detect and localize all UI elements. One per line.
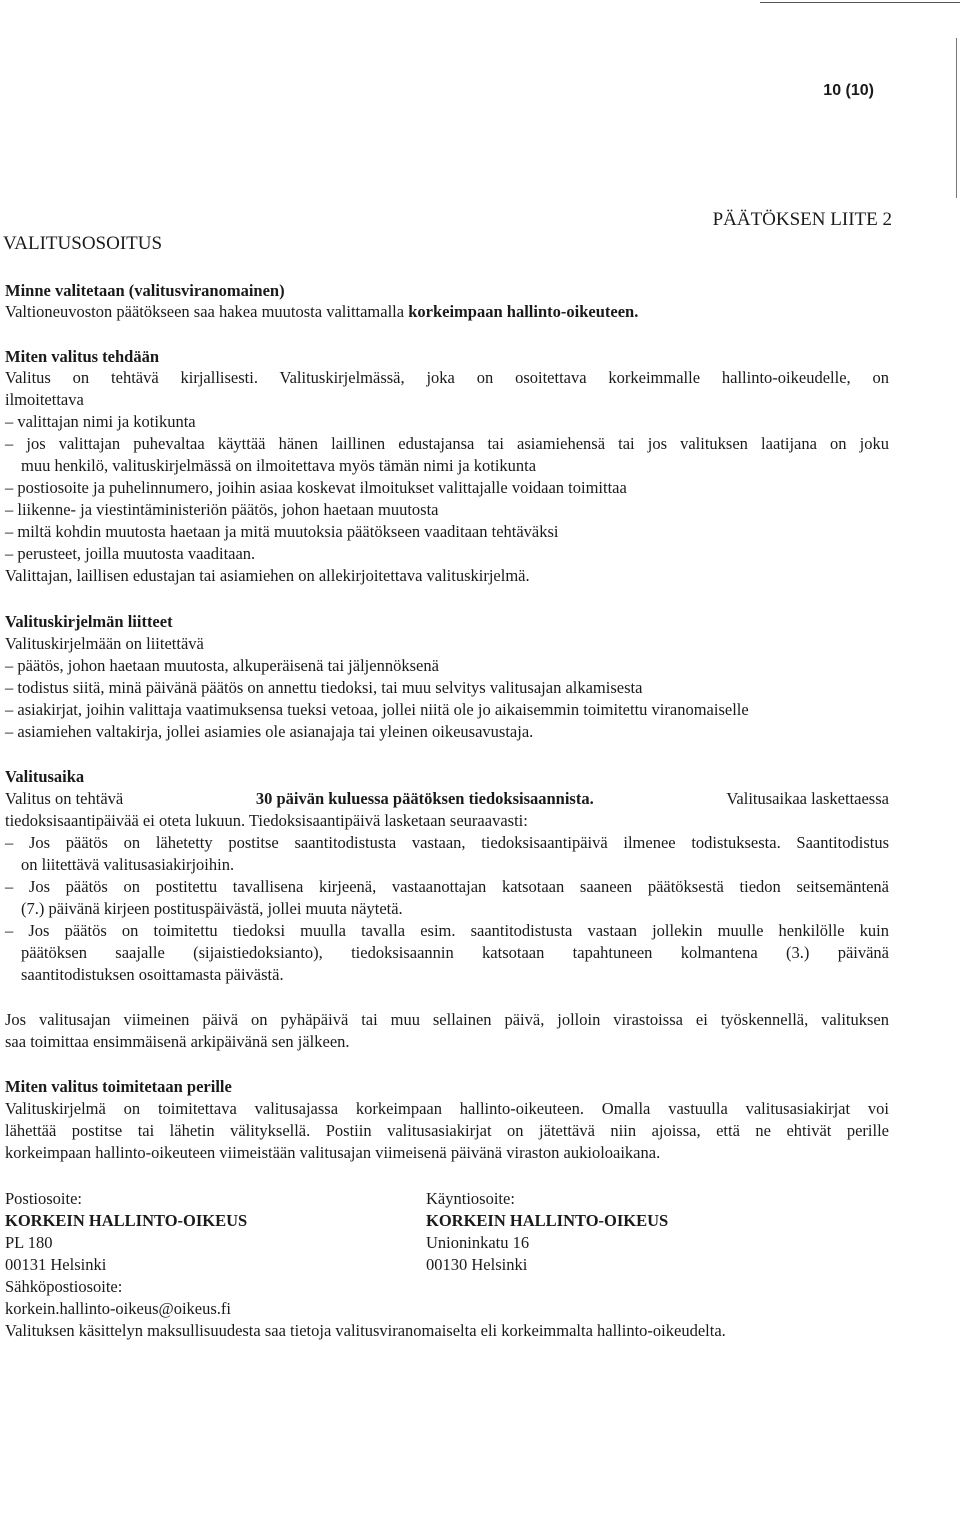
where-text-b: korkeimpaan hallinto-oikeuteen. bbox=[408, 302, 639, 321]
attachments-line-2: – päätös, johon haetaan muutosta, alkuperäisenä tai jäljennöksenä bbox=[5, 656, 439, 675]
page-number: 10 (10) bbox=[823, 82, 874, 99]
postal-box: PL 180 bbox=[5, 1233, 53, 1252]
how-line-3: – valittajan nimi ja kotikunta bbox=[5, 412, 196, 431]
postal-name: KORKEIN HALLINTO-OIKEUS bbox=[5, 1211, 248, 1230]
how-line-6: – postiosoite ja puhelinnumero, joihin asiaa koskevat ilmoitukset valittajalle voidaan toimittaa bbox=[5, 478, 627, 497]
attachments-line-5: – asiamiehen valtakirja, jollei asiamies ole asianajaja tai yleinen oikeusavustaja. bbox=[5, 722, 534, 741]
holiday-line-2: saa toimittaa ensimmäisenä arkipäivänä sen jälkeen. bbox=[5, 1032, 350, 1051]
section-title-period: Valitusaika bbox=[5, 767, 85, 786]
section-title-delivery: Miten valitus toimitetaan perille bbox=[5, 1077, 232, 1096]
how-line-4: – jos valittajan puhevaltaa käyttää hänen laillinen edustajansa tai asiamiehensä tai jos valituksen laatijana on joku bbox=[5, 434, 889, 453]
document-title: VALITUSOSOITUS bbox=[3, 233, 163, 254]
how-line-9: – perusteet, joilla muutosta vaaditaan. bbox=[5, 544, 256, 563]
how-line-5: muu henkilö, valituskirjelmässä on ilmoitettava myös tämän nimi ja kotikunta bbox=[21, 456, 537, 475]
visit-street: Unioninkatu 16 bbox=[426, 1233, 530, 1252]
delivery-line-1: Valituskirjelmä on toimitettava valitusajassa korkeimpaan hallinto-oikeuteen. Omalla vastuulla valitusasiakirjat voi bbox=[5, 1099, 889, 1118]
how-line-1: Valitus on tehtävä kirjallisesti. Valituskirjelmässä, joka on osoitettava korkeimmalle hallinto-oikeudelle, on bbox=[5, 368, 889, 387]
how-line-8: – miltä kohdin muutosta haetaan ja mitä muutoksia päätökseen vaaditaan tehtäväksi bbox=[5, 522, 559, 541]
section-title-where: Minne valitetaan (valitusviranomainen) bbox=[5, 281, 285, 300]
section-title-how: Miten valitus tehdään bbox=[5, 347, 160, 366]
delivery-line-2: lähettää postitse tai lähetin välityksellä. Postiin valitusasiakirjat on jätettävä niin ajoissa, että ne ehtivät perille bbox=[5, 1121, 889, 1140]
where-text-a: Valtioneuvoston päätökseen saa hakea muutosta valittamalla bbox=[5, 302, 409, 321]
period-line-1c: Valitusaikaa laskettaessa bbox=[726, 789, 889, 808]
top-scan-rule bbox=[760, 2, 960, 3]
holiday-line-1: Jos valitusajan viimeinen päivä on pyhäpäivä tai muu sellainen päivä, jolloin virastoissa ei työskennellä, valituksen bbox=[5, 1010, 889, 1029]
visit-label: Käyntiosoite: bbox=[426, 1189, 515, 1208]
postal-city: 00131 Helsinki bbox=[5, 1255, 107, 1274]
period-line-1b: 30 päivän kuluessa päätöksen tiedoksisaannista. bbox=[255, 789, 594, 808]
how-line-10: Valittajan, laillisen edustajan tai asiamiehen on allekirjoitettava valituskirjelmä. bbox=[5, 566, 530, 585]
period-line-8: päätöksen saajalle (sijaistiedoksianto), tiedoksisaannin katsotaan tapahtuneen kolmantena (3.) päivänä bbox=[21, 943, 889, 962]
section-title-attachments: Valituskirjelmän liitteet bbox=[5, 612, 173, 631]
right-scan-rule bbox=[956, 38, 957, 198]
period-line-1 bbox=[5, 787, 889, 810]
period-line-7: – Jos päätös on toimitettu tiedoksi muulla tavalla esim. saantitodistusta vastaan jollekin muulle henkilölle kuin bbox=[5, 921, 889, 940]
period-line-5: – Jos päätös on postitettu tavallisena kirjeenä, vastaanottajan katsotaan saaneen päätöksestä tiedon seitsemäntenä bbox=[5, 877, 889, 896]
period-line-4: on liitettävä valitusasiakirjoihin. bbox=[21, 855, 235, 874]
period-line-9: saantitodistuksen osoittamasta päivästä. bbox=[21, 965, 284, 984]
delivery-line-3: korkeimpaan hallinto-oikeuteen viimeistään valitusajan viimeisenä päivänä viraston aukioloaikana. bbox=[5, 1143, 661, 1162]
footer-note: Valituksen käsittelyn maksullisuudesta saa tietoja valitusviranomaiselta eli korkeimmalta hallinto-oikeudelta. bbox=[5, 1321, 726, 1340]
visit-name: KORKEIN HALLINTO-OIKEUS bbox=[426, 1211, 669, 1230]
postal-label: Postiosoite: bbox=[5, 1189, 83, 1208]
period-line-2: tiedoksisaantipäivää ei oteta lukuun. Tiedoksisaantipäivä lasketaan seuraavasti: bbox=[5, 811, 528, 830]
attachments-line-4: – asiakirjat, joihin valittaja vaatimuksensa tueksi vetoaa, jollei niitä ole jo aikaisemmin toimitettu viranomaiselle bbox=[5, 700, 749, 719]
how-line-7: – liikenne- ja viestintäministeriön päätös, johon haetaan muutosta bbox=[5, 500, 439, 519]
period-line-6: (7.) päivänä kirjeen postituspäivästä, jollei muuta näytetä. bbox=[21, 899, 403, 918]
attachments-line-3: – todistus siitä, minä päivänä päätös on annettu tiedoksi, tai muu selvitys valitusajan alkamisesta bbox=[5, 678, 643, 697]
period-line-3: – Jos päätös on lähetetty postitse saantitodistusta vastaan, tiedoksisaantipäivä ilmenee todistuksesta. Saantitodistus bbox=[5, 833, 889, 852]
how-line-2: ilmoitettava bbox=[5, 390, 84, 409]
section-where-text bbox=[5, 300, 889, 323]
attachment-heading: PÄÄTÖKSEN LIITE 2 bbox=[712, 209, 892, 230]
email-address[interactable]: korkein.hallinto-oikeus@oikeus.fi bbox=[5, 1299, 231, 1318]
email-label: Sähköpostiosoite: bbox=[5, 1277, 123, 1296]
visit-city: 00130 Helsinki bbox=[426, 1255, 528, 1274]
period-line-1a: Valitus on tehtävä bbox=[5, 789, 124, 808]
attachments-line-1: Valituskirjelmään on liitettävä bbox=[5, 634, 204, 653]
